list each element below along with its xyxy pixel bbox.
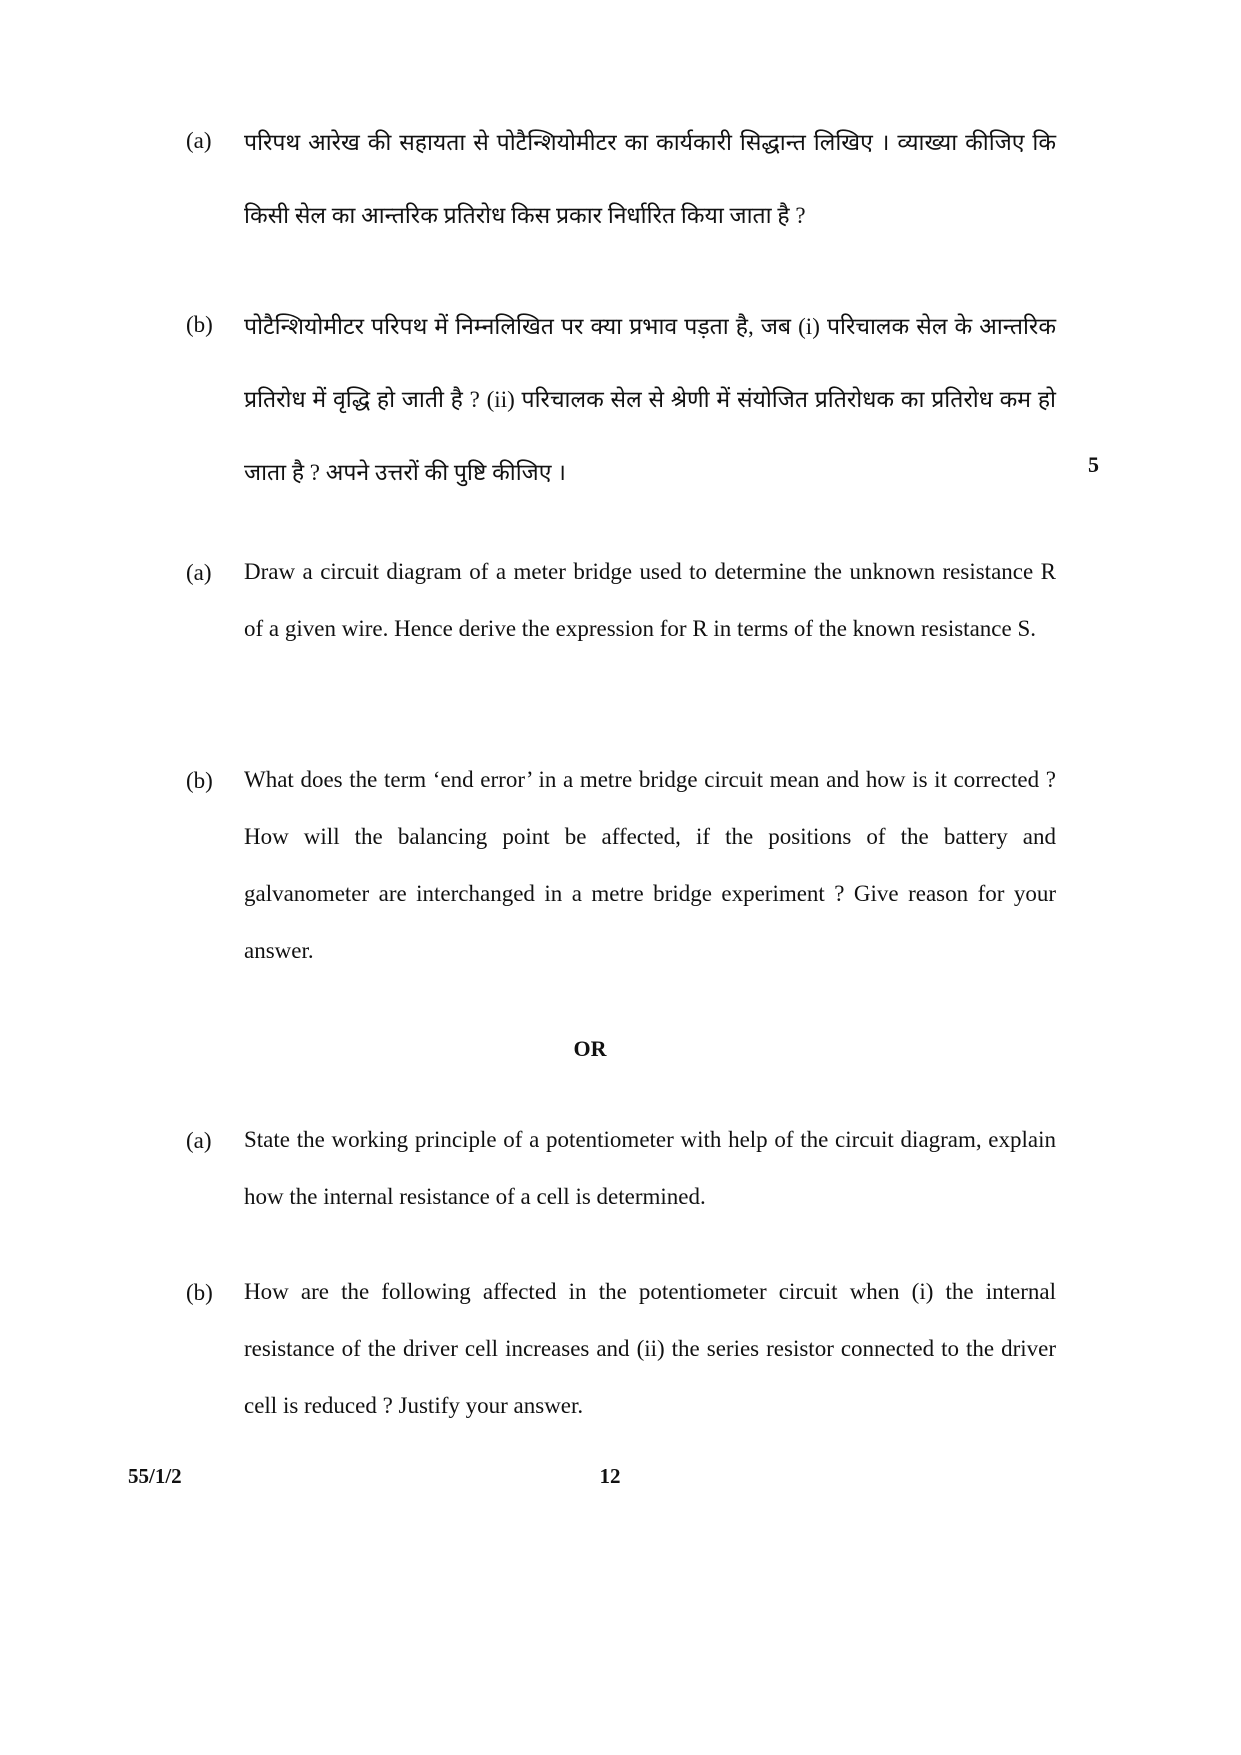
english-question-a: [186, 560, 1056, 657]
question-text: पोटैन्शियोमीटर परिपथ में निम्नलिखित पर क्या प्रभाव पड़ता है, जब (i) परिचालक सेल के आन्तरिक प्रतिरोध में वृद्धि हो जाती है ? (ii) परिचालक सेल से श्रेणी में संयोजित प्रतिरोधक का प्रतिरोध कम हो जाता है ? अपने उत्तरों की पुष्टि कीजिए ।: [244, 314, 1056, 485]
or-question-a: [186, 1128, 1056, 1225]
question-text: How are the following affected in the potentiometer circuit when (i) the internal resistance of the driver cell increases and (ii) the series resistor connected to the driver cell is reduced ? Justify your answer.: [244, 1279, 1056, 1418]
question-text: What does the term ‘end error’ in a metre bridge circuit mean and how is it corrected ? How will the balancing point be affected, if the positions of the battery and galvanometer are interchanged in a metre bridge experiment ? Give reason for your answer.: [244, 767, 1056, 963]
question-label: (b): [186, 1280, 213, 1305]
question-label: (b): [186, 768, 213, 793]
or-divider: OR: [573, 1036, 607, 1061]
question-text: Draw a circuit diagram of a meter bridge used to determine the unknown resistance R of a given wire. Hence derive the expression for R in terms of the known resistance S.: [244, 559, 1056, 641]
question-label: (a): [186, 1128, 212, 1153]
question-label: (a): [186, 560, 212, 585]
question-label: (b): [186, 312, 213, 337]
question-label: (a): [186, 128, 212, 153]
question-text: परिपथ आरेख की सहायता से पोटैन्शियोमीटर का कार्यकारी सिद्धान्त लिखिए । व्याख्या कीजिए कि किसी सेल का आन्तरिक प्रतिरोध किस प्रकार निर्धारित किया जाता है ?: [244, 130, 1056, 228]
page-number: 12: [599, 1464, 621, 1488]
english-question-b: [186, 768, 1056, 979]
marks: 5: [1088, 452, 1099, 477]
hindi-question-b: [186, 312, 1056, 509]
hindi-question-a: [186, 128, 1056, 252]
paper-code: 55/1/2: [128, 1464, 182, 1488]
or-question-b: [186, 1280, 1056, 1434]
question-text: State the working principle of a potentiometer with help of the circuit diagram, explain how the internal resistance of a cell is determined.: [244, 1127, 1056, 1209]
